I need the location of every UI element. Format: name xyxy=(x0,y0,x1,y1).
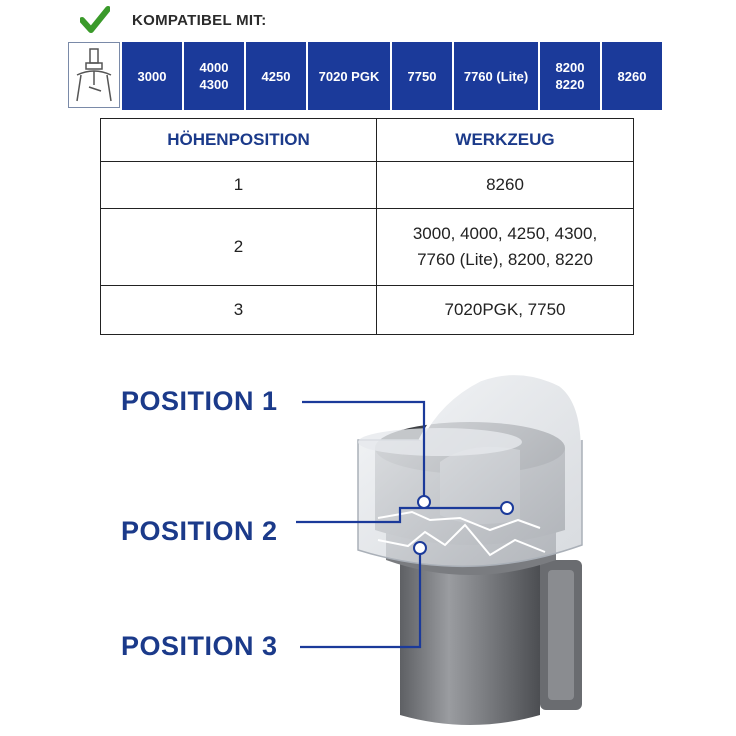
compatibility-title: KOMPATIBEL MIT: xyxy=(132,12,267,29)
position-cell: 3 xyxy=(101,286,377,335)
tools-text: 3000, 4000, 4250, 4300, xyxy=(412,224,598,243)
position-cell: 1 xyxy=(101,162,377,209)
position-3-dot xyxy=(414,542,426,554)
position-cell: 2 xyxy=(101,209,377,286)
column-header-tool: WERKZEUG xyxy=(377,119,634,162)
model-label: 7760 (Lite) xyxy=(463,68,529,84)
position-1-label: POSITION 1 xyxy=(121,386,278,416)
position-2-dot xyxy=(501,502,513,514)
model-label: 3000 xyxy=(137,68,167,84)
model-label: 8260 xyxy=(617,68,647,84)
model-label: 8200 xyxy=(555,60,585,75)
model-label: 4250 xyxy=(261,68,291,84)
tools-text: 7760 (Lite), 8200, 8220 xyxy=(417,250,593,269)
model-label: 7750 xyxy=(407,68,437,84)
model-label: 4300 xyxy=(199,77,229,92)
model-label: 7020 PGK xyxy=(318,68,380,84)
model-label: 4000 xyxy=(199,60,229,75)
model-label: 8220 xyxy=(555,77,585,92)
position-3-label: POSITION 3 xyxy=(121,631,278,661)
column-header-position: HÖHENPOSITION xyxy=(101,119,377,162)
position-1-dot xyxy=(418,496,430,508)
tools-text: 7020PGK, 7750 xyxy=(444,300,566,319)
tools-text: 8260 xyxy=(486,175,524,194)
position-2-label: POSITION 2 xyxy=(121,516,278,546)
